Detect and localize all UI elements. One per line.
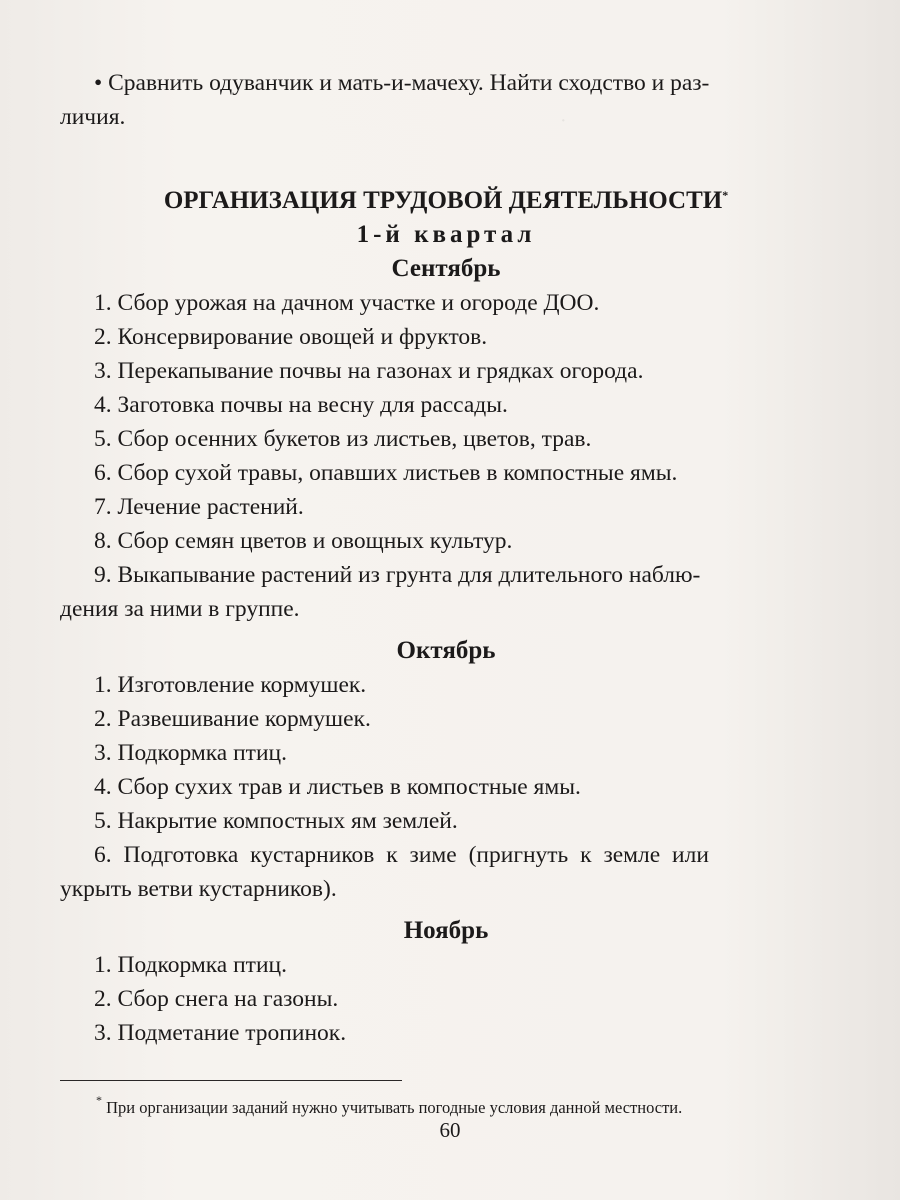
month-heading-september: Сентябрь	[391, 255, 501, 282]
show-through-text-texture: ·	[560, 110, 567, 132]
list-item: 1. Сбор урожая на дачном участке и огороде ДОО.	[94, 290, 600, 316]
list-item: 2. Консервирование овощей и фруктов.	[94, 324, 488, 350]
list-item-continuation: дения за ними в группе.	[60, 596, 300, 622]
month-heading-october: Октябрь	[396, 637, 496, 664]
list-item: 9. Выкапывание растений из грунта для длительного наблю-	[94, 562, 701, 588]
list-item: 1. Подкормка птиц.	[94, 952, 287, 978]
list-item: 5. Сбор осенних букетов из листьев, цветов, трав.	[94, 426, 592, 452]
list-item: 2. Развешивание кормушек.	[94, 706, 371, 732]
list-item: 2. Сбор снега на газоны.	[94, 986, 339, 1012]
section-title	[60, 178, 832, 218]
footnote-text: При организации заданий нужно учитывать погодные условия данной местности.	[106, 1098, 683, 1117]
list-item: 6. Сбор сухой травы, опавших листьев в компостные ямы.	[94, 460, 678, 486]
list-item: 3. Перекапывание почвы на газонах и грядках огорода.	[94, 358, 644, 384]
list-item: 1. Изготовление кормушек.	[94, 672, 367, 698]
footnote-divider	[60, 1080, 402, 1081]
list-item-continuation: укрыть ветви кустарников).	[60, 876, 337, 902]
quarter-heading: 1-й квартал	[356, 221, 536, 248]
section-title-text: ОРГАНИЗАЦИЯ ТРУДОВОЙ ДЕЯТЕЛЬНОСТИ	[163, 187, 723, 214]
page-content	[60, 66, 832, 1050]
list-item: 6. Подготовка кустарников к зиме (пригнуть к земле или	[94, 842, 709, 868]
list-item: 4. Заготовка почвы на весну для рассады.	[94, 392, 508, 418]
month-heading-november: Ноябрь	[403, 917, 489, 944]
page-number: 60	[439, 1118, 461, 1142]
list-item: 8. Сбор семян цветов и овощных культур.	[94, 528, 513, 554]
intro-bullet-line-2: личия.	[60, 104, 126, 130]
footnote-marker: *	[722, 188, 729, 202]
footnote-mark: *	[96, 1093, 102, 1107]
footnote	[96, 1093, 682, 1118]
list-item: 3. Подметание тропинок.	[94, 1020, 347, 1046]
list-item: 3. Подкормка птиц.	[94, 740, 287, 766]
intro-bullet-line-1: • Сравнить одуванчик и мать-и-мачеху. Найти сходство и раз-	[94, 70, 710, 96]
list-item: 7. Лечение растений.	[94, 494, 304, 520]
list-item: 4. Сбор сухих трав и листьев в компостные ямы.	[94, 774, 581, 800]
list-item: 5. Накрытие компостных ям землей.	[94, 808, 458, 834]
